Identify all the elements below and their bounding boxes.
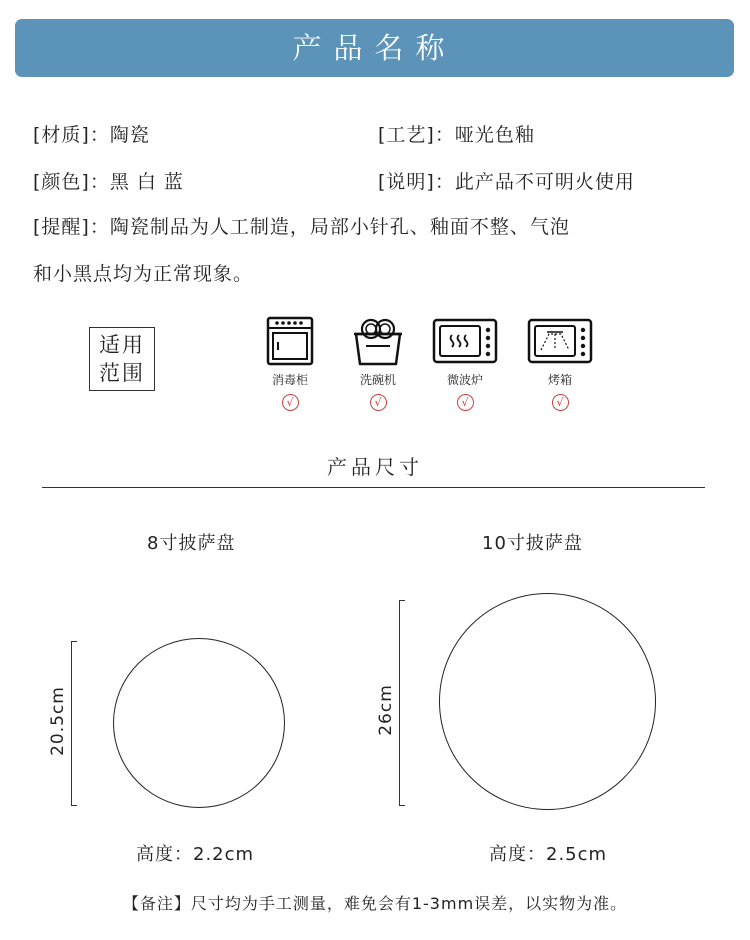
plate-height: 高度：2.2cm bbox=[136, 844, 255, 865]
size-section-title: 产品尺寸 bbox=[327, 455, 423, 479]
appliance-label: 洗碗机 bbox=[359, 373, 396, 387]
appliance-label: 微波炉 bbox=[446, 373, 483, 387]
plate-name-10inch: 10寸披萨盘 bbox=[482, 533, 583, 554]
appliance-oven bbox=[520, 316, 600, 411]
spec-material: [材质]：陶瓷 bbox=[33, 124, 150, 146]
spec-reminder-line1: [提醒]：陶瓷制品为人工制造，局部小针孔、釉面不整、气泡 bbox=[33, 216, 570, 238]
spec-craft: [工艺]：哑光色釉 bbox=[378, 124, 535, 146]
scope-label-line2: 范围 bbox=[99, 361, 145, 385]
check-icon: √ bbox=[457, 394, 474, 411]
plate-circle-10inch bbox=[439, 593, 656, 810]
appliance-disinfection-cabinet bbox=[250, 316, 330, 411]
appliance-microwave bbox=[425, 316, 505, 411]
dimension-bracket bbox=[399, 600, 405, 806]
dimension-bracket bbox=[71, 641, 77, 806]
appliance-label: 消毒柜 bbox=[271, 373, 308, 387]
scope-label-box bbox=[89, 327, 155, 391]
microwave-icon bbox=[432, 316, 498, 366]
remark-note: 【备注】尺寸均为手工测量，难免会有1-3mm误差，以实物为准。 bbox=[122, 894, 628, 913]
plate-name-8inch: 8寸披萨盘 bbox=[147, 533, 236, 554]
oven-icon bbox=[527, 316, 593, 366]
appliance-label: 烤箱 bbox=[547, 373, 572, 387]
check-icon: √ bbox=[282, 394, 299, 411]
plate-circle-8inch bbox=[113, 638, 285, 808]
appliance-dishwasher bbox=[338, 316, 418, 411]
spec-reminder-line2: 和小黑点均为正常现象。 bbox=[33, 263, 254, 285]
dishwasher-icon bbox=[352, 316, 404, 366]
check-icon: √ bbox=[370, 394, 387, 411]
check-icon: √ bbox=[552, 394, 569, 411]
diameter-label: 20.5cm bbox=[48, 686, 68, 756]
scope-label-line1: 适用 bbox=[99, 333, 145, 357]
spec-color: [颜色]：黑 白 蓝 bbox=[33, 171, 184, 193]
product-name-banner: 产品名称 bbox=[15, 19, 734, 77]
disinfection-cabinet-icon bbox=[266, 316, 314, 366]
spec-instruction: [说明]：此产品不可明火使用 bbox=[378, 171, 635, 193]
divider bbox=[42, 487, 705, 488]
plate-height: 高度：2.5cm bbox=[489, 844, 608, 865]
diameter-label: 26cm bbox=[376, 684, 396, 736]
